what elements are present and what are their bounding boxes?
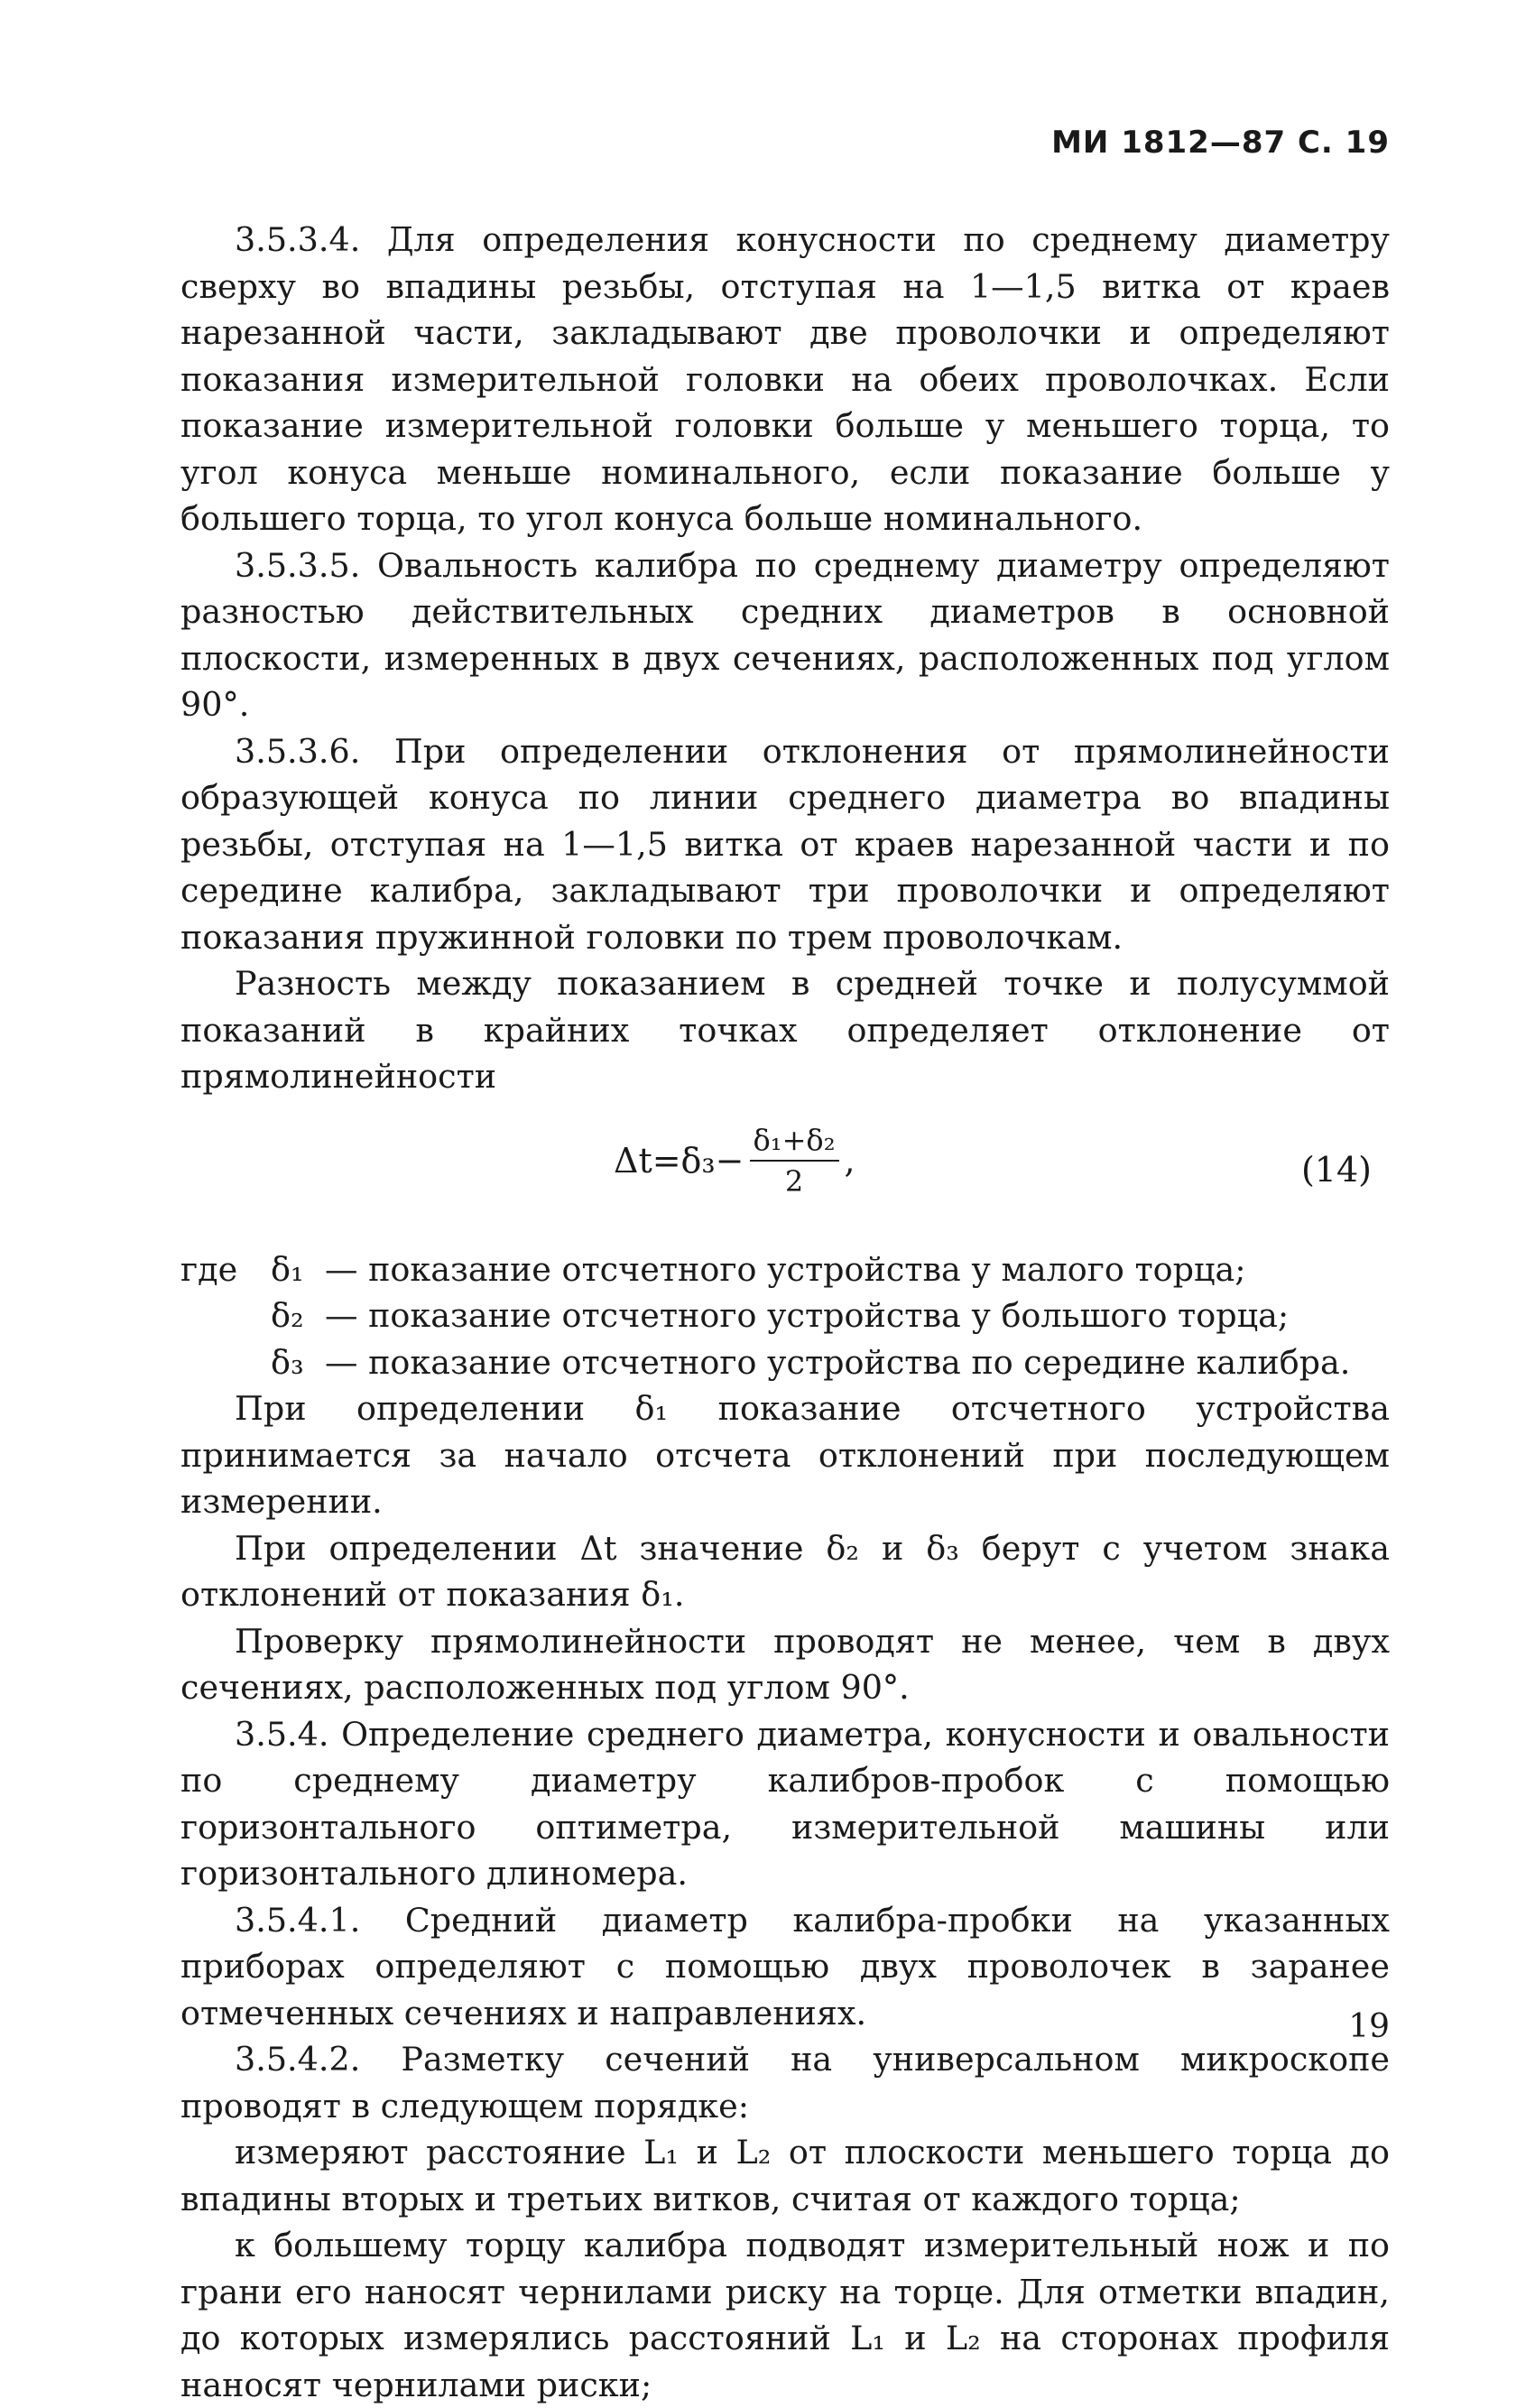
paragraph-difference: Разность между показанием в средней точке и полусуммой показаний в крайних точках определяет отклонение от прямолинейности [180, 964, 1390, 1096]
page-number: 19 [1348, 2008, 1390, 2045]
formula-expression [614, 1122, 855, 1201]
formula-14 [180, 1113, 1390, 1239]
definition-text: — показание отсчетного устройства у большого торца; [325, 1296, 1290, 1335]
definition-row [180, 1292, 1390, 1339]
definition-row [180, 1246, 1390, 1293]
formula-numerator: δ₁+δ₂ [750, 1122, 839, 1162]
page-header: МИ 1812—87 С. 19 [1051, 125, 1390, 161]
paragraph-3-5-3-6: 3.5.3.6. При определении отклонения от прямолинейности образующей конуса по линии среднего диаметра во впадины резьбы, отступая на 1—1,5 витка от краев нарезанной части и по середине калибра, закладывают три проволочки и определяют показания пружинной головки по трем проволочкам. [180, 731, 1390, 957]
definition-row [180, 1339, 1390, 1386]
formula-denominator: 2 [784, 1163, 804, 1199]
definition-symbol: δ₁ [271, 1249, 304, 1289]
paragraph-3-5-3-5: 3.5.3.5. Овальность калибра по среднему диаметру определяют разностью действительных средних диаметров в основной плоскости, измеренных в двух сечениях, расположенных под углом 90°. [180, 545, 1390, 724]
definition-symbol: δ₂ [271, 1296, 304, 1335]
definitions-lead: где [180, 1249, 238, 1289]
document-body [180, 217, 1390, 2408]
definition-text: — показание отсчетного устройства по середине калибра. [325, 1342, 1351, 1382]
paragraph-knife-mark: к большему торцу калибра подводят измерительный нож и по грани его наносят чернилами риску на торце. Для отметки впадин, до которых измерялись расстояний L₁ и L₂ на сторонах профиля наносят чернилами риски; [180, 2226, 1390, 2404]
equation-number: (14) [1300, 1149, 1372, 1190]
paragraph-sign-rule: При определении Δt значение δ₂ и δ₃ берут с учетом знака отклонений от показания δ₁. [180, 1528, 1390, 1614]
formula-lhs: Δt=δ₃− [614, 1140, 744, 1181]
paragraph-3-5-4-2: 3.5.4.2. Разметку сечений на универсальном микроскопе проводят в следующем порядке: [180, 2040, 1390, 2126]
paragraph-measure-distance: измеряют расстояние L₁ и L₂ от плоскости меньшего торца до впадины вторых и третьих витков, считая от каждого торца; [180, 2133, 1390, 2218]
formula-tail: , [844, 1140, 855, 1181]
definition-text: — показание отсчетного устройства у малого торца; [325, 1249, 1246, 1289]
definition-symbol: δ₃ [271, 1342, 304, 1382]
formula-fraction [750, 1122, 839, 1201]
paragraph-straightness-check: Проверку прямолинейности проводят не менее, чем в двух сечениях, расположенных под углом 90°. [180, 1621, 1390, 1707]
paragraph-start-reading: При определении δ₁ показание отсчетного устройства принимается за начало отсчета отклонений при последующем измерении. [180, 1389, 1390, 1521]
paragraph-3-5-4-1: 3.5.4.1. Средний диаметр калибра-пробки на указанных приборах определяют с помощью двух проволочек в заранее отмеченных сечениях и направлениях. [180, 1900, 1390, 2033]
symbol-definitions [180, 1246, 1390, 1386]
paragraph-3-5-3-4: 3.5.3.4. Для определения конусности по среднему диаметру сверху во впадины резьбы, отступая на 1—1,5 витка от краев нарезанной части, закладывают две проволочки и определяют показания измерительной головки на обеих проволочках. Если показание измерительной головки больше у меньшего торца, то угол конуса меньше номинального, если показание больше у большего торца, то угол конуса больше номинального. [180, 220, 1390, 538]
paragraph-3-5-4: 3.5.4. Определение среднего диаметра, конусности и овальности по среднему диаметру калибров-пробок с помощью горизонтального оптиметра, измерительной машины или горизонтального длиномера. [180, 1714, 1390, 1893]
